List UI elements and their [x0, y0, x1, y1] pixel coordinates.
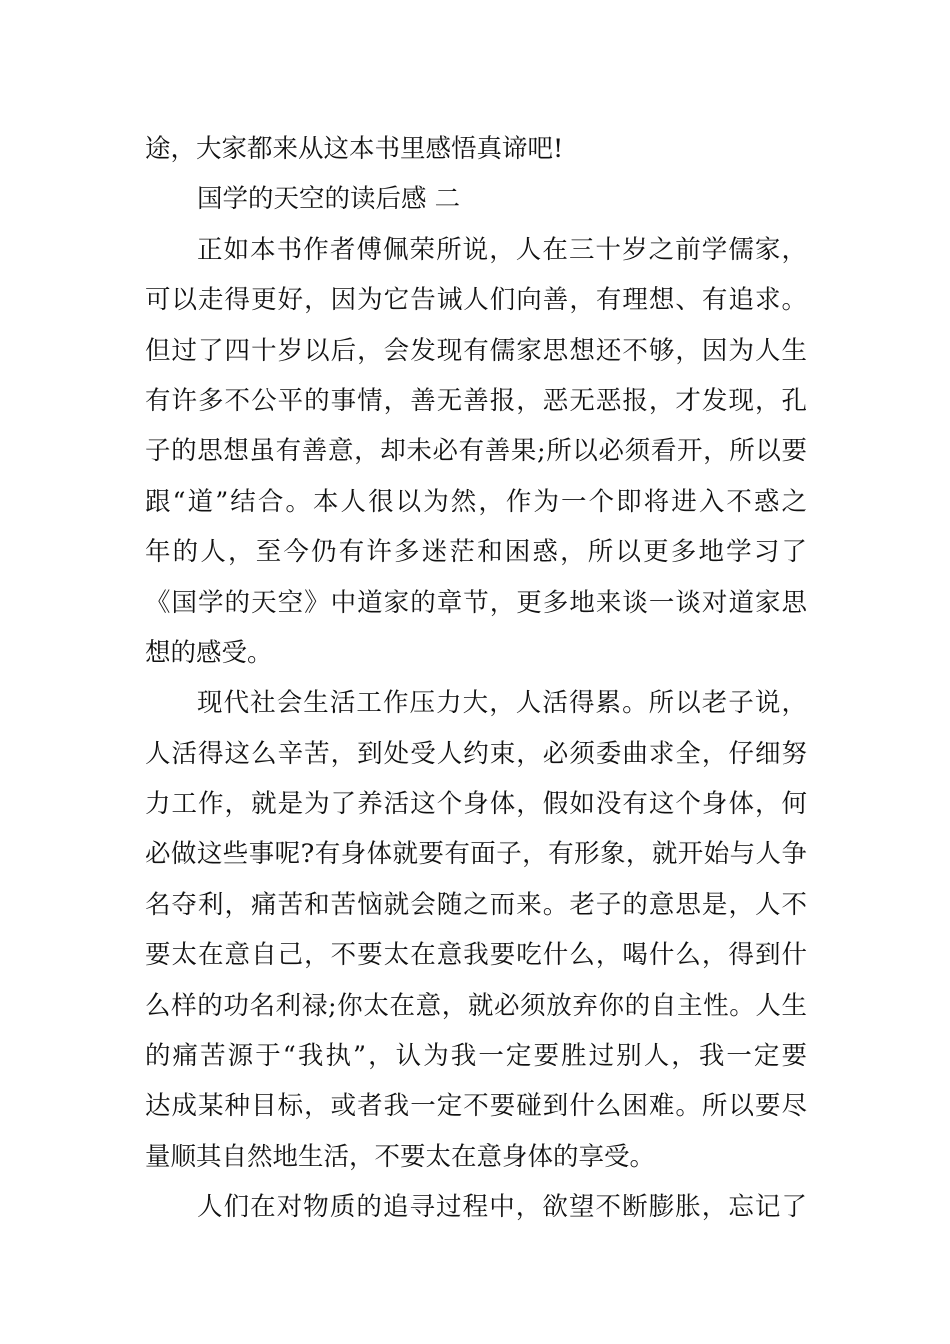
paragraph-line: 但过了四十岁以后，会发现有儒家思想还不够，因为人生: [145, 335, 807, 366]
paragraph-line: 人活得这么辛苦，到处受人约束，必须委曲求全，仔细努: [145, 738, 807, 769]
paragraph-line: 子的思想虽有善意，却未必有善果;所以必须看开，所以要: [145, 436, 807, 467]
paragraph-line: 有许多不公平的事情，善无善报，恶无恶报，才发现，孔: [145, 385, 807, 416]
paragraph-line: 现代社会生活工作压力大，人活得累。所以老子说，: [197, 688, 807, 719]
section-title: 国学的天空的读后感 二: [197, 184, 461, 215]
paragraph-line: 么样的功名利禄;你太在意，就必须放弃你的自主性。人生: [145, 990, 807, 1021]
paragraph-line: 人们在对物质的追寻过程中，欲望不断膨胀，忘记了: [197, 1192, 807, 1223]
paragraph-line: 的痛苦源于“我执”，认为我一定要胜过别人，我一定要: [145, 1041, 807, 1072]
paragraph-line: 名夺利，痛苦和苦恼就会随之而来。老子的意思是，人不: [145, 889, 807, 920]
paragraph-line: 可以走得更好，因为它告诫人们向善，有理想、有追求。: [145, 285, 807, 316]
paragraph-line: 跟“道”结合。本人很以为然，作为一个即将进入不惑之: [145, 486, 807, 517]
paragraph-line: 想的感受。: [145, 637, 273, 668]
paragraph-line: 必做这些事呢?有身体就要有面子，有形象，就开始与人争: [145, 839, 807, 870]
paragraph-line: 达成某种目标，或者我一定不要碰到什么困难。所以要尽: [145, 1091, 807, 1122]
document-body: [145, 124, 807, 1233]
paragraph-line: 要太在意自己，不要太在意我要吃什么，喝什么，得到什: [145, 940, 807, 971]
paragraph-line: 年的人，至今仍有许多迷茫和困惑，所以更多地学习了: [145, 537, 807, 568]
paragraph-line: 正如本书作者傅佩荣所说，人在三十岁之前学儒家，: [197, 234, 807, 265]
paragraph-line: 《国学的天空》中道家的章节，更多地来谈一谈对道家思: [145, 587, 807, 618]
paragraph-line: 途，大家都来从这本书里感悟真谛吧!: [145, 134, 564, 164]
paragraph-line: 力工作，就是为了养活这个身体，假如没有这个身体，何: [145, 789, 807, 820]
paragraph-line: 量顺其自然地生活，不要太在意身体的享受。: [145, 1141, 656, 1172]
